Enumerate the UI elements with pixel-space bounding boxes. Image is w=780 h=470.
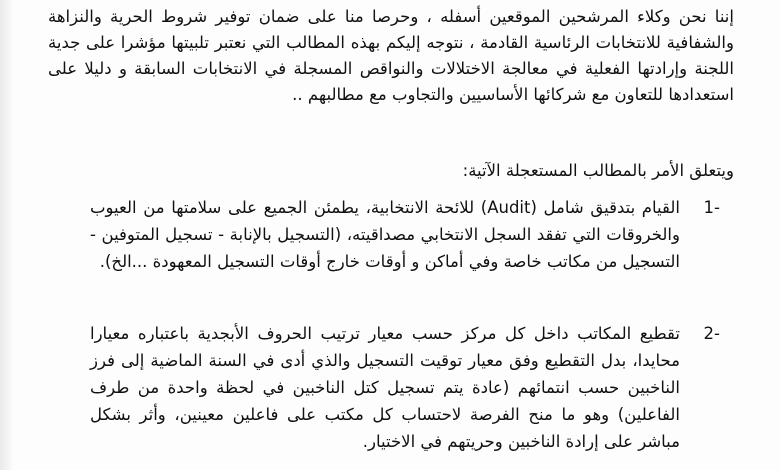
demand-item bbox=[80, 320, 720, 470]
demand-item-number: 1- bbox=[703, 198, 720, 217]
scan-edge-shadow bbox=[0, 0, 14, 470]
demand-item-text: القيام بتدقيق شامل (Audit) للائحة الانتخابية، يطمئن الجميع على سلامتها من العيوب والخروقات التي تفقد السجل الانتخابي مصداقيته، (التسجيل بالإنابة - تسجيل المتوفين - التسجيل من مكاتب خاصة وفي أماكن و أوقات خارج أوقات التسجيل المعهودة ...الخ). bbox=[90, 198, 680, 271]
intro-paragraph: إننا نحن وكلاء المرشحين الموقعين أسفله ، وحرصا منا على ضمان توفير شروط الحرية والنزاهة والشفافية للانتخابات الرئاسية القادمة ، نتوجه إليكم بهذه المطالب التي نعتبر تلبيتها مؤشرا على جدية اللجنة وإرادتها الفعلية في معالجة الاختلالات والنواقص المسجلة في الانتخابات السابقة و دليلا على استعدادها للتعاون مع شركائها الأساسيين والتجاوب مع مطالبهم .. bbox=[48, 7, 734, 104]
demand-item-text: تقطيع المكاتب داخل كل مركز حسب معيار ترتيب الحروف الأبجدية باعتباره معيارا محايدا، بدل التقطيع وفق معيار توقيت التسجيل والذي أدى في السنة الماضية إلى فرز الناخبين حسب انتمائهم (عادة يتم تسجيل كتل الناخبين في لحظة واحدة من طرف الفاعلين) وهو ما منح الفرصة لاحتساب كل مكتب على فاعلين معينين، وأثر بشكل مباشر على إرادة الناخبين وحريتهم في الاختيار. bbox=[90, 324, 680, 451]
demand-item bbox=[80, 194, 720, 314]
demand-item-number: 2- bbox=[703, 324, 720, 343]
demands-heading: ويتعلق الأمر بالمطالب المستعجلة الآتية: bbox=[462, 161, 734, 180]
